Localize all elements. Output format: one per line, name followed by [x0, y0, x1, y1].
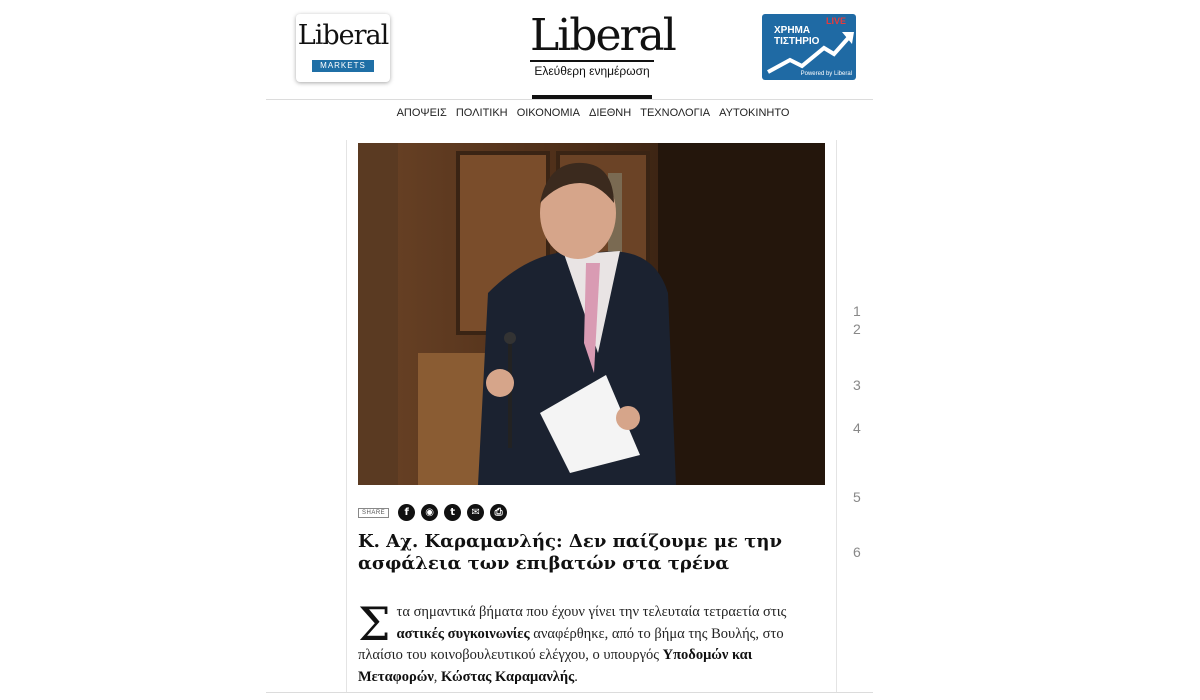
- markets-logo-word: Liberal: [297, 20, 389, 51]
- body-bold-urban-transport: αστικές συγκοινωνίες: [396, 625, 530, 642]
- main-logo-tagline: Ελεύθερη ενημέρωση: [530, 60, 654, 78]
- nav-item-apopseis[interactable]: ΑΠΟΨΕΙΣ: [396, 107, 447, 119]
- line-number-3: 3: [853, 377, 861, 393]
- body-text-4: .: [574, 668, 578, 685]
- live-badge: LIVE: [825, 16, 846, 26]
- exchange-title: [774, 25, 819, 47]
- main-logo-word: Liberal: [530, 10, 675, 61]
- dropcap-letter: Σ: [358, 597, 391, 651]
- nav-item-oikonomia[interactable]: ΟΙΚΟΝΟΜΙΑ: [516, 107, 580, 119]
- line-number-2: 2: [853, 321, 861, 337]
- body-bold-ministry: Υποδομών και Μεταφορών: [358, 647, 753, 685]
- share-label: SHARE: [358, 508, 389, 518]
- share-bar: [358, 504, 513, 521]
- body-bold-minister-name: Κώστας Καραμανλής: [441, 668, 575, 685]
- email-icon[interactable]: ✉: [467, 504, 484, 521]
- messenger-icon[interactable]: ◉: [421, 504, 438, 521]
- main-logo[interactable]: [530, 8, 675, 100]
- print-icon[interactable]: ⎙: [490, 504, 507, 521]
- article-photo[interactable]: [358, 143, 825, 485]
- header-divider: [266, 99, 873, 100]
- exchange-title-line2: ΤΙΣΤΗΡΙΟ: [774, 36, 820, 47]
- exchange-title-line1: ΧΡΗΜΑ: [774, 25, 811, 36]
- nav-item-aftokinito[interactable]: ΑΥΤΟΚΙΝΗΤΟ: [719, 107, 790, 119]
- line-number-6: 6: [853, 544, 861, 560]
- body-text-1: τα σημαντικά βήματα που έχουν γίνει την τελευταία τετραετία στις: [396, 604, 787, 620]
- nav-item-diethni[interactable]: ΔΙΕΘΝΗ: [588, 107, 632, 119]
- nav-item-politiki[interactable]: ΠΟΛΙΤΙΚΗ: [455, 107, 508, 119]
- main-nav: [0, 107, 1186, 119]
- footer-divider: [266, 692, 873, 693]
- article-column-border-right: [836, 140, 837, 692]
- article-headline: Κ. Αχ. Καραμανλής: Δεν παίζουμε με την ασφάλεια των επιβατών στα τρένα: [358, 531, 782, 574]
- twitter-icon[interactable]: t: [444, 504, 461, 521]
- exchange-powered-by: Powered by Liberal: [800, 71, 852, 77]
- article-column-border-left: [346, 140, 347, 692]
- article-body: [358, 597, 818, 688]
- facebook-icon[interactable]: f: [398, 504, 415, 521]
- liberal-markets-logo[interactable]: [296, 14, 390, 82]
- line-number-1: 1: [853, 303, 861, 319]
- markets-logo-sub: MARKETS: [312, 60, 374, 72]
- article-photo-illustration: [358, 143, 825, 485]
- line-number-4: 4: [853, 420, 861, 436]
- line-number-5: 5: [853, 489, 861, 505]
- body-text-3: ,: [433, 668, 442, 685]
- nav-item-texnologia[interactable]: ΤΕΧΝΟΛΟΓΙΑ: [640, 107, 711, 119]
- stock-exchange-logo[interactable]: [762, 14, 856, 80]
- body-text-2: αναφέρθηκε, από το βήμα της Βουλής, στο πλαίσιο του κοινοβουλευτικού ελέγχου, ο υπουργός: [358, 625, 784, 663]
